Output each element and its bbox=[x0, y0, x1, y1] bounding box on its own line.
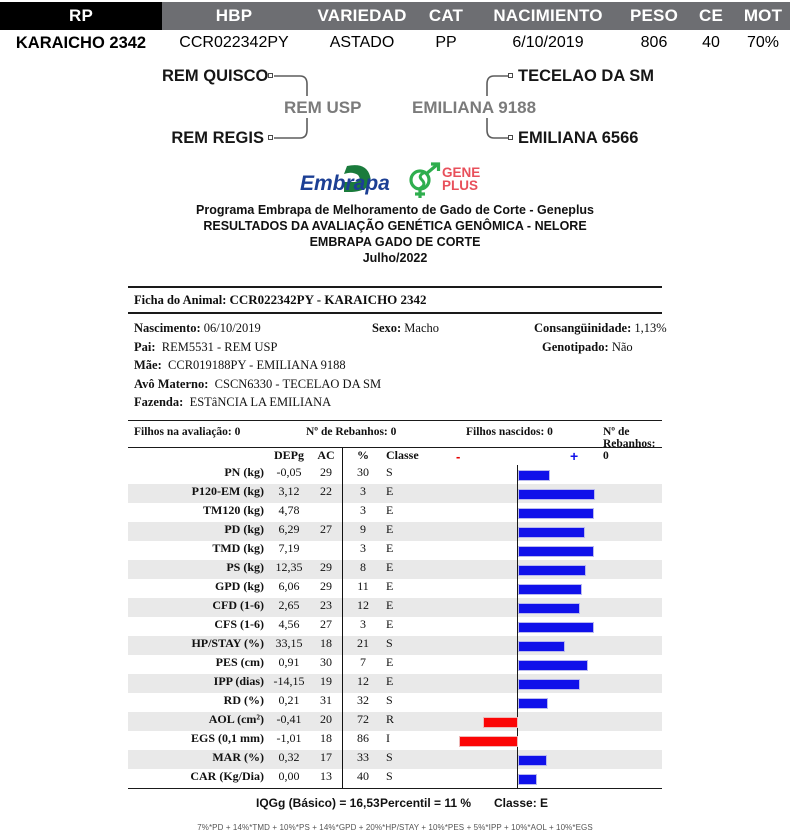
chart-bar bbox=[483, 717, 518, 728]
depg-value: 33,15 bbox=[275, 635, 303, 650]
column-header-pct: % bbox=[357, 447, 369, 462]
avo-materno-value: CSCN6330 - TECELAO DA SM bbox=[214, 376, 382, 391]
trait-label: CFD (1-6) bbox=[212, 597, 264, 612]
ac-value: 27 bbox=[320, 521, 332, 536]
table-row bbox=[128, 693, 662, 712]
row-vertical-divider bbox=[342, 617, 343, 636]
ac-value: 19 bbox=[320, 673, 332, 688]
depg-value: 12,35 bbox=[275, 559, 303, 574]
header-vertical-divider bbox=[342, 448, 343, 465]
table-row bbox=[128, 674, 662, 693]
trait-label: TMD (kg) bbox=[212, 540, 264, 555]
info-row-fazenda bbox=[134, 395, 662, 414]
classe-value: S bbox=[386, 464, 393, 479]
chart-bar bbox=[518, 774, 537, 785]
chart-bar bbox=[518, 489, 595, 500]
banner-header-peso: PESO bbox=[622, 2, 686, 30]
percent-value: 72 bbox=[357, 711, 369, 726]
svg-text:GENE: GENE bbox=[442, 165, 481, 180]
report-title-date: Julho/2022 bbox=[362, 251, 428, 265]
percent-value: 32 bbox=[357, 692, 369, 707]
chart-row-zone bbox=[432, 579, 662, 598]
trait-label: IPP (dias) bbox=[213, 673, 264, 688]
classe-value: E bbox=[386, 578, 394, 593]
chart-row-zone bbox=[432, 598, 662, 617]
chart-bar bbox=[518, 508, 594, 519]
logo-strip bbox=[0, 160, 790, 200]
mae-label: Mãe: bbox=[134, 358, 162, 372]
info-row-avo-materno bbox=[134, 377, 662, 396]
pai-label: Pai: bbox=[134, 339, 156, 354]
table-row bbox=[128, 750, 662, 769]
chart-row-zone bbox=[432, 655, 662, 674]
filhos-nascidos: Filhos nascidos: 0 bbox=[466, 425, 553, 438]
percent-value: 21 bbox=[357, 635, 369, 650]
pedigree-dam: EMILIANA 9188 bbox=[412, 98, 537, 117]
table-row bbox=[128, 636, 662, 655]
pedigree-dam-grandsire: TECELAO DA SM bbox=[518, 67, 654, 85]
banner-header-ce: CE bbox=[686, 2, 736, 30]
svg-text:Embrapa: Embrapa bbox=[300, 172, 390, 195]
ac-value: 23 bbox=[320, 597, 332, 612]
ac-value: 18 bbox=[320, 635, 332, 650]
chart-bar bbox=[518, 584, 582, 595]
column-header-ac: AC bbox=[317, 447, 335, 462]
trait-label: EGS (0,1 mm) bbox=[191, 730, 264, 745]
pedigree-node-marker bbox=[268, 135, 273, 140]
depg-value: 4,78 bbox=[278, 502, 300, 517]
row-vertical-divider bbox=[342, 484, 343, 503]
pedigree-sire-grandsire: REM QUISCO bbox=[162, 67, 269, 85]
trait-label: P120-EM (kg) bbox=[191, 483, 264, 498]
ficha-label: Ficha do Animal: bbox=[134, 293, 227, 307]
table-row bbox=[128, 503, 662, 522]
depg-value: 6,06 bbox=[278, 578, 300, 593]
depg-value: 0,32 bbox=[278, 749, 300, 764]
ac-value: 22 bbox=[320, 483, 332, 498]
ac-value: 18 bbox=[320, 730, 332, 745]
banner-value-variedad: ASTADO bbox=[329, 34, 395, 51]
info-row-nascimento bbox=[134, 321, 667, 340]
banner-value-ce: 40 bbox=[702, 34, 720, 51]
banner-value-hbp: CCR022342PY bbox=[179, 34, 289, 51]
chart-bar bbox=[518, 755, 547, 766]
filhos-avaliacao: Filhos na avaliação: 0 bbox=[134, 425, 241, 438]
row-vertical-divider bbox=[342, 560, 343, 579]
banner-header-cat: CAT bbox=[418, 2, 474, 30]
chart-row-zone bbox=[432, 617, 662, 636]
chart-bar bbox=[518, 698, 548, 709]
banner-header-mot: MOT bbox=[736, 2, 790, 30]
classe-value: R bbox=[386, 711, 395, 726]
chart-bar bbox=[518, 660, 588, 671]
row-vertical-divider bbox=[342, 750, 343, 769]
chart-row-zone bbox=[432, 731, 662, 750]
rebanhos-nascidos: Nº de Rebanhos: 0 bbox=[603, 425, 656, 462]
chart-bar bbox=[518, 527, 585, 538]
banner-value-mot: 70% bbox=[746, 34, 780, 51]
depg-value: -0,41 bbox=[276, 711, 302, 726]
banner-value-cat: PP bbox=[435, 34, 457, 51]
index-formula: 7%*PD + 14%*TMD + 10%*PS + 14%*GPD + 20%*HP/STAY + 10%*PES + 5%*IPP + 10%*AOL + 10%*EGS bbox=[197, 822, 593, 832]
depg-value: 0,00 bbox=[278, 768, 300, 783]
animal-info-block bbox=[128, 314, 667, 420]
ac-value: 30 bbox=[320, 654, 332, 669]
banner-value-rp: KARAICHO 2342 bbox=[15, 33, 147, 52]
percent-value: 11 bbox=[357, 578, 369, 593]
report-titles bbox=[0, 202, 790, 266]
ac-value: 29 bbox=[320, 578, 332, 593]
row-vertical-divider bbox=[342, 712, 343, 731]
genotipado-value: Não bbox=[611, 339, 633, 354]
classe-value: E bbox=[386, 521, 394, 536]
table-row bbox=[128, 541, 662, 560]
pedigree-diagram bbox=[0, 58, 790, 158]
table-row bbox=[128, 522, 662, 541]
chart-bar bbox=[518, 546, 594, 557]
positive-axis-marker: + bbox=[570, 447, 579, 464]
classe-value: E bbox=[386, 673, 394, 688]
chart-row-zone bbox=[432, 503, 662, 522]
classe-value: E bbox=[386, 597, 394, 612]
pedigree-sire: REM USP bbox=[284, 98, 362, 117]
report-title-unit: EMBRAPA GADO DE CORTE bbox=[309, 235, 481, 249]
avo-materno-label: Avô Materno: bbox=[134, 376, 209, 391]
chart-header-zone bbox=[432, 448, 662, 465]
chart-row-zone bbox=[432, 693, 662, 712]
trait-label: RD (%) bbox=[223, 692, 264, 707]
genotipado-label: Genotipado: bbox=[542, 339, 609, 354]
mae-value: CCR019188PY - EMILIANA 9188 bbox=[168, 358, 346, 372]
percent-value: 8 bbox=[360, 559, 366, 574]
consanguinidade-label: Consangüinidade: bbox=[534, 321, 632, 335]
report-title-results: RESULTADOS DA AVALIAÇÃO GENÉTICA GENÔMICA - NELORE bbox=[203, 219, 587, 233]
table-row bbox=[128, 465, 662, 484]
geneplus-logo bbox=[404, 161, 514, 201]
percent-value: 12 bbox=[357, 673, 369, 688]
chart-bar bbox=[518, 603, 580, 614]
chart-row-zone bbox=[432, 750, 662, 769]
classe-value: S bbox=[386, 749, 393, 764]
banner-value-nacimiento: 6/10/2019 bbox=[512, 34, 584, 51]
animal-record-sheet bbox=[128, 286, 667, 832]
chart-row-zone bbox=[432, 560, 662, 579]
row-vertical-divider bbox=[342, 674, 343, 693]
chart-row-zone bbox=[432, 522, 662, 541]
table-row bbox=[128, 769, 662, 788]
row-vertical-divider bbox=[342, 541, 343, 560]
trait-label: PN (kg) bbox=[224, 464, 264, 479]
percent-value: 9 bbox=[360, 521, 366, 536]
trait-label: CAR (Kg/Dia) bbox=[190, 768, 264, 783]
row-vertical-divider bbox=[342, 598, 343, 617]
fazenda-value: ESTâNCIA LA EMILIANA bbox=[189, 395, 332, 409]
depg-value: 7,19 bbox=[278, 540, 300, 555]
ac-value: 17 bbox=[320, 749, 332, 764]
dep-table-body bbox=[128, 465, 662, 788]
chart-row-zone bbox=[432, 636, 662, 655]
chart-row-zone bbox=[432, 484, 662, 503]
iqgg-value: IQGg (Básico) = 16,53 bbox=[256, 795, 380, 810]
chart-row-zone bbox=[432, 712, 662, 731]
depg-value: -0,05 bbox=[276, 464, 302, 479]
report-title-program: Programa Embrapa de Melhoramento de Gado de Corte - Geneplus bbox=[196, 203, 594, 217]
depg-value: -14,15 bbox=[273, 673, 305, 688]
classe-value: S bbox=[386, 635, 393, 650]
percent-value: 3 bbox=[360, 483, 366, 498]
banner-value-row bbox=[0, 30, 790, 56]
info-row-mae bbox=[134, 358, 662, 377]
percent-value: 30 bbox=[357, 464, 369, 479]
trait-label: HP/STAY (%) bbox=[191, 635, 264, 650]
table-row bbox=[128, 484, 662, 503]
classe-value: E bbox=[386, 502, 394, 517]
table-row bbox=[128, 560, 662, 579]
table-row bbox=[128, 579, 662, 598]
column-header-classe: Classe bbox=[386, 447, 419, 462]
table-row bbox=[128, 655, 662, 674]
ac-value: 29 bbox=[320, 464, 332, 479]
row-vertical-divider bbox=[342, 522, 343, 541]
pedigree-node-marker bbox=[268, 73, 273, 78]
trait-label: PD (kg) bbox=[224, 521, 264, 536]
classe-value: E bbox=[386, 483, 394, 498]
ac-value: 13 bbox=[320, 768, 332, 783]
chart-bar bbox=[518, 622, 594, 633]
depg-value: 0,91 bbox=[278, 654, 300, 669]
percent-value: 7 bbox=[360, 654, 366, 669]
depg-value: 4,56 bbox=[278, 616, 300, 631]
banner-header-rp: RP bbox=[0, 2, 162, 30]
classe-value: S bbox=[386, 768, 393, 783]
ac-value: 27 bbox=[320, 616, 332, 631]
classe-value: Classe: E bbox=[494, 795, 549, 810]
row-vertical-divider bbox=[342, 636, 343, 655]
dep-table bbox=[128, 448, 662, 788]
depg-value: 6,29 bbox=[278, 521, 300, 536]
row-vertical-divider bbox=[342, 769, 343, 788]
chart-bar bbox=[518, 641, 565, 652]
trait-label: TM120 (kg) bbox=[203, 502, 264, 517]
pedigree-connector-lines bbox=[0, 58, 790, 158]
consanguinidade-value: 1,13% bbox=[634, 321, 667, 335]
nascimento-value: 06/10/2019 bbox=[203, 321, 261, 335]
chart-bar bbox=[518, 565, 586, 576]
chart-row-zone bbox=[432, 465, 662, 484]
classe-value: I bbox=[386, 730, 390, 745]
depg-value: 3,12 bbox=[278, 483, 300, 498]
percent-value: 3 bbox=[360, 540, 366, 555]
classe-value: E bbox=[386, 559, 394, 574]
chart-bar bbox=[518, 470, 550, 481]
trait-label: MAR (%) bbox=[212, 749, 264, 764]
trait-label: AOL (cm²) bbox=[208, 711, 264, 726]
trait-label: CFS (1-6) bbox=[214, 616, 264, 631]
row-vertical-divider bbox=[342, 655, 343, 674]
column-header-depg: DEPg bbox=[274, 447, 304, 462]
banner-header-variedad: VARIEDAD bbox=[306, 2, 418, 30]
percent-value: 12 bbox=[357, 597, 369, 612]
ac-value: 20 bbox=[320, 711, 332, 726]
table-row bbox=[128, 598, 662, 617]
ficha-header bbox=[128, 288, 662, 312]
percent-value: 3 bbox=[360, 616, 366, 631]
table-row bbox=[128, 617, 662, 636]
banner-header-row bbox=[0, 2, 790, 30]
animal-banner bbox=[0, 0, 790, 58]
pedigree-dam-granddam: EMILIANA 6566 bbox=[518, 129, 639, 147]
chart-row-zone bbox=[432, 541, 662, 560]
sexo-value: Macho bbox=[404, 321, 440, 335]
trait-label: PS (kg) bbox=[226, 559, 264, 574]
banner-header-nacimiento: NACIMIENTO bbox=[474, 2, 622, 30]
row-vertical-divider bbox=[342, 503, 343, 522]
percent-value: 33 bbox=[357, 749, 369, 764]
rebanhos-avaliacao: Nº de Rebanhos: 0 bbox=[306, 425, 397, 438]
classe-value: E bbox=[386, 654, 394, 669]
table-row bbox=[128, 731, 662, 750]
chart-bar bbox=[459, 736, 518, 747]
fazenda-label: Fazenda: bbox=[134, 395, 184, 409]
chart-row-zone bbox=[432, 769, 662, 788]
row-vertical-divider bbox=[342, 693, 343, 712]
classe-value: S bbox=[386, 692, 393, 707]
percent-value: 40 bbox=[357, 768, 369, 783]
depg-value: -1,01 bbox=[276, 730, 302, 745]
pedigree-sire-granddam: REM REGIS bbox=[171, 129, 264, 147]
percent-value: 3 bbox=[360, 502, 366, 517]
pai-value: REM5531 - REM USP bbox=[161, 339, 278, 354]
pedigree-node-marker bbox=[508, 135, 513, 140]
index-summary bbox=[128, 789, 662, 818]
trait-label: GPD (kg) bbox=[215, 578, 264, 593]
trait-label: PES (cm) bbox=[215, 654, 264, 669]
svg-text:PLUS: PLUS bbox=[442, 178, 479, 193]
row-vertical-divider bbox=[342, 465, 343, 484]
percentil-value: Percentil = 11 % bbox=[380, 795, 472, 810]
chart-row-zone bbox=[432, 674, 662, 693]
pedigree-node-marker bbox=[508, 73, 513, 78]
dep-table-header bbox=[128, 448, 662, 465]
row-vertical-divider bbox=[342, 579, 343, 598]
ficha-value: CCR022342PY - KARAICHO 2342 bbox=[229, 292, 427, 307]
row-vertical-divider bbox=[342, 731, 343, 750]
sexo-label: Sexo: bbox=[372, 321, 402, 335]
negative-axis-marker: - bbox=[456, 448, 461, 464]
depg-value: 0,21 bbox=[278, 692, 300, 707]
depg-value: 2,65 bbox=[278, 597, 300, 612]
classe-value: E bbox=[386, 616, 394, 631]
ac-value: 31 bbox=[320, 692, 332, 707]
info-row-pai bbox=[134, 340, 662, 359]
banner-header-hbp: HBP bbox=[162, 2, 306, 30]
classe-value: E bbox=[386, 540, 394, 555]
table-row bbox=[128, 712, 662, 731]
banner-value-peso: 806 bbox=[640, 34, 668, 51]
nascimento-label: Nascimento: bbox=[134, 321, 201, 335]
chart-bar bbox=[518, 679, 580, 690]
percent-value: 86 bbox=[357, 730, 369, 745]
ac-value: 29 bbox=[320, 559, 332, 574]
